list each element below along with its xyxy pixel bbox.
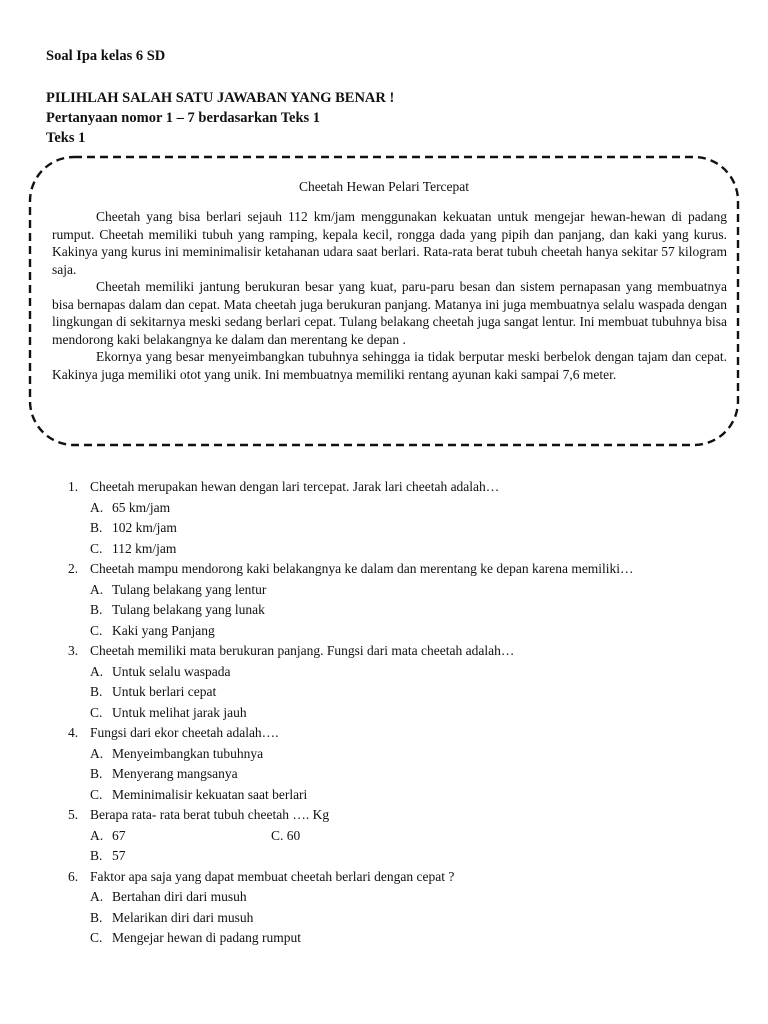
answer-option[interactable] — [68, 518, 728, 539]
option-text: 57 — [112, 848, 126, 863]
answer-option[interactable] — [68, 498, 728, 519]
option-letter: B. — [90, 684, 103, 699]
answer-option[interactable] — [68, 744, 728, 765]
option-text: Menyerang mangsanya — [112, 766, 238, 781]
question-text: Fungsi dari ekor cheetah adalah…. — [90, 725, 279, 740]
option-text: Bertahan diri dari musuh — [112, 889, 247, 904]
question-1 — [68, 477, 728, 498]
answer-option[interactable] — [68, 600, 728, 621]
option-letter: B. — [90, 602, 103, 617]
answer-option[interactable] — [68, 785, 728, 806]
answer-option[interactable] — [68, 928, 728, 949]
question-text: Cheetah memiliki mata berukuran panjang. Fungsi dari mata cheetah adalah… — [90, 643, 515, 658]
option-letter: C. — [90, 704, 103, 720]
option-text: Untuk berlari cepat — [112, 684, 217, 699]
reading-passage-box — [28, 155, 740, 447]
question-4 — [68, 723, 728, 744]
question-number: 4. — [68, 725, 79, 740]
option-text: Meminimalisir kekuatan saat berlari — [112, 786, 308, 802]
option-letter: B. — [90, 520, 103, 535]
option-letter: C. — [90, 540, 103, 556]
passage-paragraph: Ekornya yang besar menyeimbangkan tubuhnya sehingga ia tidak berputar meski berbelok dengan tajam dan cepat. Kakinya juga memiliki otot yang unik. Ini membuatnya memiliki rentang ayunan kaki sampai 7,6 meter. — [52, 349, 727, 382]
question-text: Cheetah merupakan hewan dengan lari tercepat. Jarak lari cheetah adalah… — [90, 479, 500, 494]
option-letter: C. — [90, 622, 103, 638]
subject-title: Soal Ipa kelas 6 SD — [46, 48, 166, 64]
question-number: 1. — [68, 479, 79, 494]
passage-title: Cheetah Hewan Pelari Tercepat — [298, 179, 470, 194]
question-3 — [68, 641, 728, 662]
question-list — [68, 477, 728, 949]
question-text: Berapa rata- rata berat tubuh cheetah …. Kg — [90, 807, 330, 822]
option-letter: A. — [90, 499, 104, 515]
option-text: Kaki yang Panjang — [112, 622, 215, 638]
passage-body — [52, 208, 727, 383]
option-letter: C. — [90, 786, 103, 802]
passage-paragraph: Cheetah yang bisa berlari sejauh 112 km/jam menggunakan kekuatan untuk mengejar hewan-hewan di padang rumput. Cheetah memiliki tubuh yang ramping, kepala kecil, rongga dada yang pipih dan panjang, dan kaki yang kurus. Kakinya yang kurus ini meminimalisir ketahanan udara saat berlari. Rata-rata berat tubuh cheetah hanya sekitar 57 kilogram saja. — [52, 209, 727, 277]
option-text: Melarikan diri dari musuh — [112, 909, 254, 925]
option-letter: B. — [90, 766, 103, 781]
option-letter: A. — [90, 663, 104, 679]
question-6 — [68, 867, 728, 888]
answer-option[interactable] — [68, 908, 728, 929]
question-text: Cheetah mampu mendorong kaki belakangnya ke dalam dan merentang ke depan karena memiliki… — [90, 561, 634, 576]
question-2 — [68, 559, 728, 580]
option-text: Untuk selalu waspada — [112, 663, 231, 679]
question-number: 3. — [68, 643, 79, 658]
question-range-heading: Pertanyaan nomor 1 – 7 berdasarkan Teks 1 — [46, 110, 321, 126]
option-text: 65 km/jam — [112, 499, 171, 515]
option-text: Untuk melihat jarak jauh — [112, 704, 247, 720]
option-letter: B. — [90, 909, 103, 925]
option-letter: A. — [90, 581, 104, 597]
option-text: Mengejar hewan di padang rumput — [112, 930, 301, 945]
answer-option[interactable] — [68, 580, 728, 601]
option-letter: A. — [90, 827, 104, 843]
option-text: Tulang belakang yang lentur — [112, 581, 267, 597]
question-number: 5. — [68, 807, 79, 822]
option-extra[interactable]: C. 60 — [271, 827, 301, 843]
answer-option[interactable] — [68, 764, 728, 785]
option-text: 112 km/jam — [112, 540, 177, 556]
answer-option[interactable] — [68, 682, 728, 703]
answer-option[interactable] — [68, 539, 728, 560]
answer-option[interactable] — [68, 887, 728, 908]
passage-paragraph: Cheetah memiliki jantung berukuran besar yang kuat, paru-paru besan dan sistem pernapasan yang membuatnya bisa bernapas dalam dan cepat. Mata cheetah juga berukuran panjang. Matanya ini juga membuatnya selalu waspada dengan lingkungan di sekitarnya meski sedang berlari cepat. Tulang belakang cheetah juga sangat lentur. Ini membuat tubuhnya bisa mendorong kaki belakangnya ke dalam dan merentang ke depan . — [52, 279, 727, 347]
question-number: 6. — [68, 868, 79, 884]
question-text: Faktor apa saja yang dapat membuat cheetah berlari dengan cepat ? — [90, 868, 455, 884]
answer-option[interactable] — [68, 662, 728, 683]
option-text: 67 — [112, 827, 126, 843]
option-letter: C. — [90, 930, 103, 945]
question-5 — [68, 805, 728, 826]
option-letter: A. — [90, 745, 104, 761]
text-label: Teks 1 — [46, 130, 86, 146]
option-letter: A. — [90, 889, 104, 904]
option-text: 102 km/jam — [112, 520, 177, 535]
instruction-heading: PILIHLAH SALAH SATU JAWABAN YANG BENAR ! — [46, 90, 395, 106]
answer-option[interactable] — [68, 621, 728, 642]
option-letter: B. — [90, 848, 103, 863]
question-number: 2. — [68, 561, 79, 576]
answer-option[interactable] — [68, 826, 728, 847]
option-text: Menyeimbangkan tubuhnya — [112, 745, 264, 761]
option-text: Tulang belakang yang lunak — [112, 602, 265, 617]
answer-option[interactable] — [68, 703, 728, 724]
answer-option[interactable] — [68, 846, 728, 867]
